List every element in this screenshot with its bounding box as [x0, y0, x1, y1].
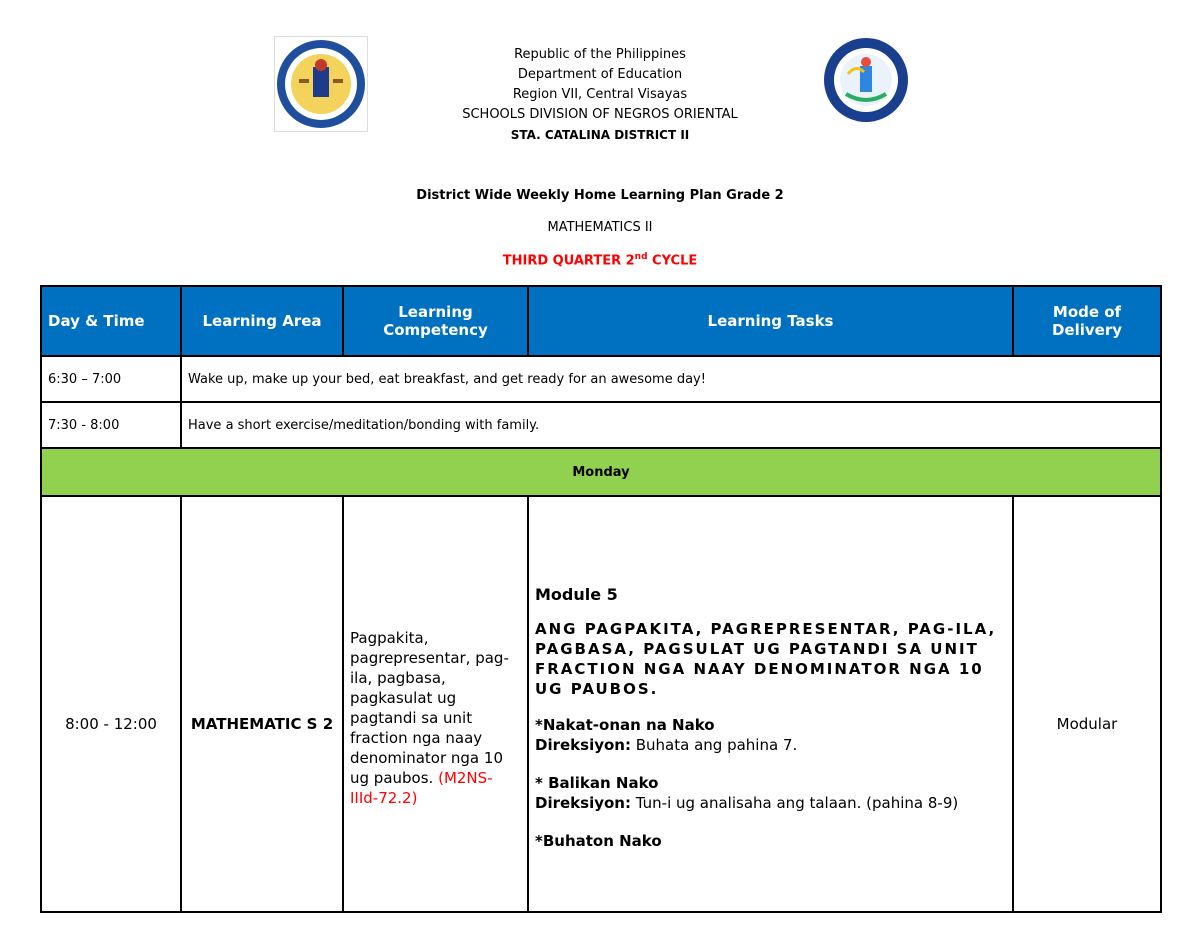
header-learning-competency: Learning Competency: [343, 286, 528, 356]
header-line-region: Region VII, Central Visayas: [512, 87, 688, 102]
routine-activity: Have a short exercise/meditation/bonding with family.: [181, 402, 1161, 448]
direction-label: Direksiyon:: [535, 794, 631, 812]
header-line-district: STA. CATALINA DISTRICT II: [510, 128, 690, 142]
quarter-prefix: THIRD QUARTER 2: [502, 253, 635, 269]
header-line-department: Department of Education: [517, 67, 683, 82]
division-seal-logo: [818, 34, 914, 130]
table-row: [41, 402, 1161, 448]
direction-text: Tun-i ug analisaha ang talaan. (pahina 8-9): [630, 794, 959, 812]
task-direction: [535, 735, 1006, 755]
header-mode-of-delivery: Mode of Delivery: [1013, 286, 1161, 356]
competency-code: (M2NS- IIId-72.2): [350, 769, 493, 807]
day-label: Monday: [41, 448, 1161, 496]
table-row: [41, 356, 1161, 402]
learning-area: MATHEMATIC S 2: [181, 496, 343, 912]
session-time: 8:00 - 12:00: [41, 496, 181, 912]
document-titles: [300, 188, 900, 268]
header-learning-tasks: Learning Tasks: [528, 286, 1013, 356]
header-line-republic: Republic of the Philippines: [514, 47, 686, 62]
agency-header: [360, 45, 840, 145]
header-day-time: Day & Time: [41, 286, 181, 356]
module-label: Module 5: [535, 585, 618, 604]
plan-title: District Wide Weekly Home Learning Plan Grade 2: [416, 188, 784, 203]
header-line-division: SCHOOLS DIVISION OF NEGROS ORIENTAL: [462, 107, 738, 122]
learning-tasks: [528, 496, 1013, 912]
quarter-title: [300, 252, 900, 268]
mode-of-delivery: Modular: [1013, 496, 1161, 912]
day-row: [41, 448, 1161, 496]
table-row: [41, 496, 1161, 912]
module-title: ANG PAGPAKITA, PAGREPRESENTAR, PAG-ILA, PAGBASA, PAGSULAT UG PAGTANDI SA UNIT FRACTION NGA NAAY DENOMINATOR NGA 10 UG PAUBOS.: [535, 620, 997, 698]
direction-label: Direksiyon:: [535, 736, 631, 754]
learning-competency: [343, 496, 528, 912]
learning-plan-table: [40, 285, 1162, 913]
deped-seal-logo: [274, 36, 368, 132]
direction-text: Buhata ang pahina 7.: [630, 736, 798, 754]
competency-text: Pagpakita, pagrepresentar, pag-ila, pagbasa, pagkasulat ug pagtandi sa unit fraction nga naay denominator nga 10 ug paubos.: [350, 629, 509, 787]
subject-title: MATHEMATICS II: [547, 220, 653, 235]
task-title: * Balikan Nako: [535, 774, 659, 792]
routine-activity: Wake up, make up your bed, eat breakfast, and get ready for an awesome day!: [181, 356, 1161, 402]
quarter-suffix: CYCLE: [647, 253, 698, 269]
routine-time: 7:30 - 8:00: [41, 402, 181, 448]
task-title: *Buhaton Nako: [535, 832, 662, 850]
table-header-row: [41, 286, 1161, 356]
quarter-superscript: nd: [634, 252, 648, 262]
routine-time: 6:30 – 7:00: [41, 356, 181, 402]
header-learning-area: Learning Area: [181, 286, 343, 356]
task-direction: [535, 793, 1006, 813]
task-title: *Nakat-onan na Nako: [535, 716, 715, 734]
